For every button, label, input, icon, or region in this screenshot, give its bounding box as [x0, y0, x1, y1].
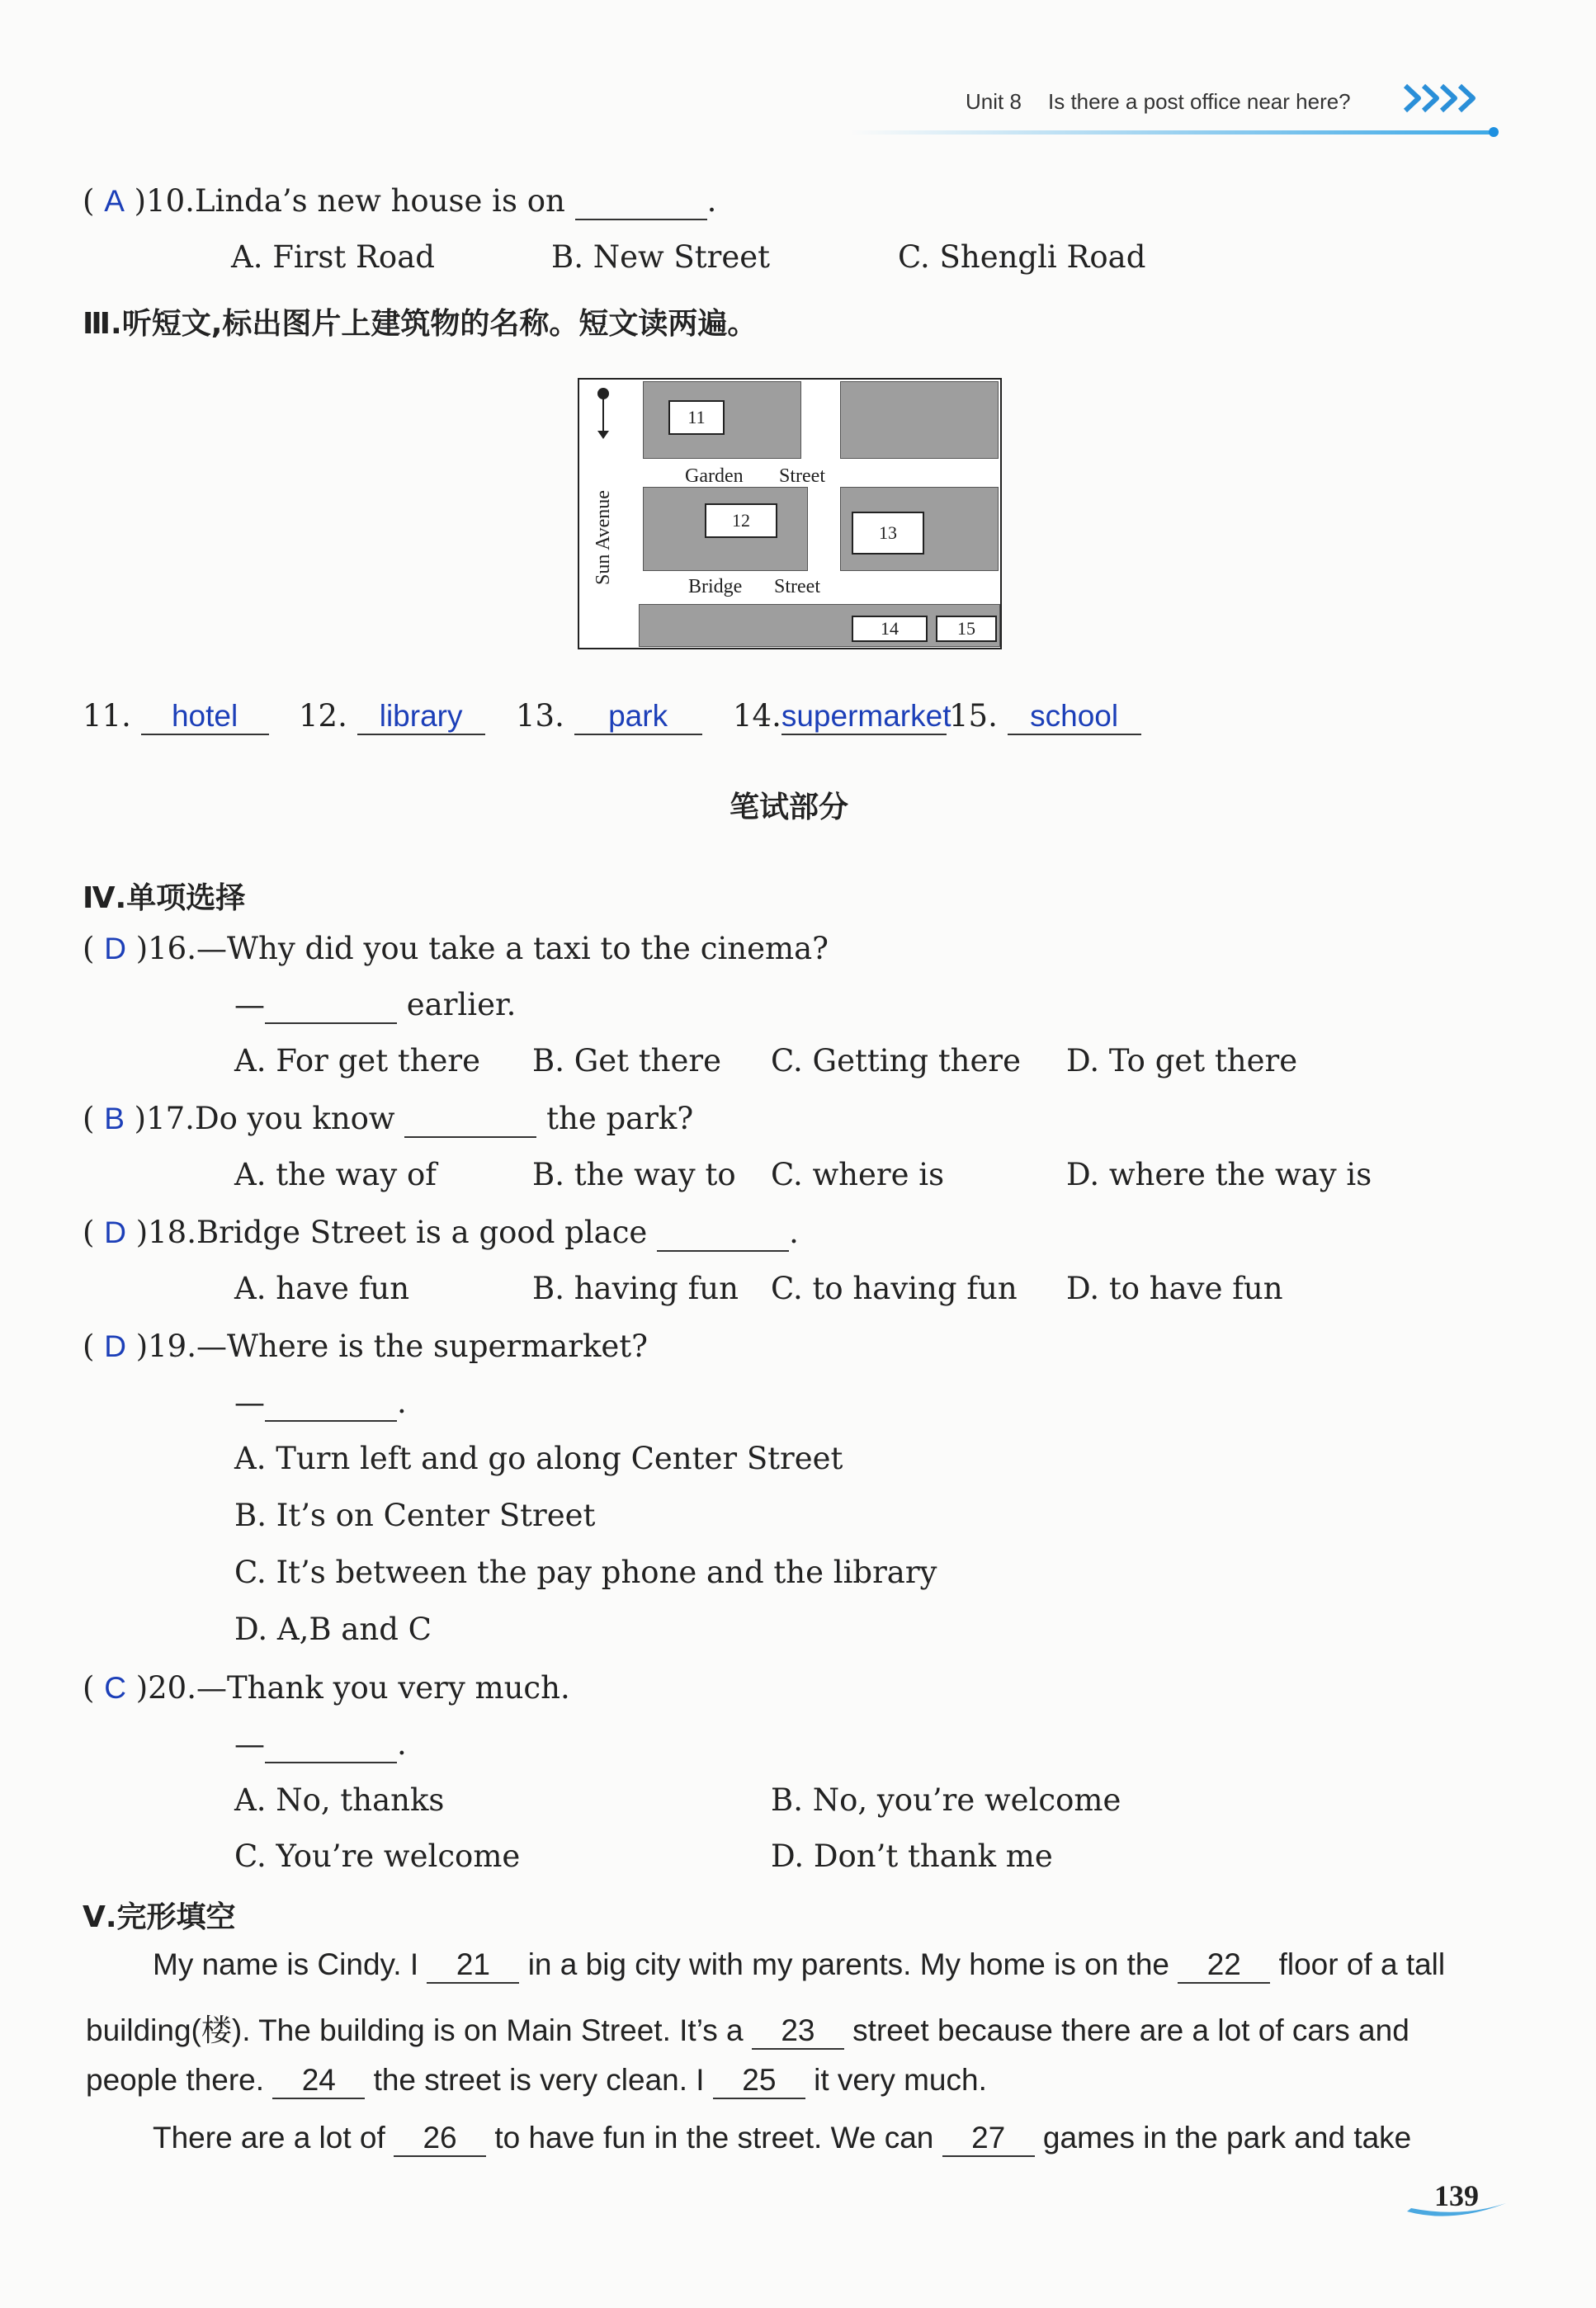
map-label-13: 13	[852, 512, 924, 555]
map-label-14: 14	[852, 616, 928, 642]
street-map	[578, 378, 1002, 649]
garden-street-label-2: Street	[779, 465, 825, 487]
header-title: Is there a post office near here?	[1048, 89, 1351, 114]
q18-option-a: A. have fun	[234, 1271, 410, 1306]
header-rule-dot	[1489, 127, 1499, 137]
q19-option-b: B. It’s on Center Street	[234, 1498, 596, 1533]
q10-option-c: C. Shengli Road	[898, 239, 1146, 275]
section-5-title: Ⅴ.完形填空	[83, 1900, 236, 1934]
q17-option-c: C. where is	[771, 1157, 945, 1192]
q20-option-a: A. No, thanks	[234, 1782, 445, 1818]
q16-line2: — earlier.	[234, 987, 517, 1022]
chevrons-icon	[1399, 78, 1498, 119]
map-label-11: 11	[668, 400, 725, 435]
answer-14: 14.supermarket	[733, 698, 951, 734]
q10-line: ( A )10.Linda’s new house is on .	[83, 183, 717, 219]
q19-option-c: C. It’s between the pay phone and the library	[234, 1555, 937, 1590]
q18-option-c: C. to having fun	[771, 1271, 1018, 1306]
q20-line2: — .	[234, 1726, 407, 1762]
q16-answer: D	[104, 932, 126, 965]
page-number: 139	[1434, 2179, 1479, 2212]
q18-answer: D	[104, 1215, 126, 1249]
q20-line: ( C )20.—Thank you very much.	[83, 1670, 570, 1706]
answer-13: 13. park	[516, 698, 702, 735]
bridge-street-label-1: Bridge	[688, 576, 743, 597]
q18-option-b: B. having fun	[532, 1271, 739, 1306]
map-label-15: 15	[936, 616, 997, 642]
q16-line: ( D )16.—Why did you take a taxi to the cinema?	[83, 931, 829, 966]
q20-option-b: B. No, you’re welcome	[771, 1782, 1121, 1818]
answer-12: 12. library	[299, 698, 485, 735]
q10-option-a: A. First Road	[231, 239, 435, 275]
q17-line: ( B )17.Do you know the park?	[83, 1101, 694, 1136]
q16-option-c: C. Getting there	[771, 1043, 1021, 1078]
q19-option-a: A. Turn left and go along Center Street	[234, 1441, 843, 1476]
pin-arrow-icon	[597, 431, 609, 439]
q17-option-a: A. the way of	[234, 1157, 437, 1192]
q19-answer: D	[104, 1329, 126, 1363]
q20-option-c: C. You’re welcome	[234, 1838, 521, 1874]
pin-line	[602, 398, 604, 434]
answer-15: 15. school	[949, 698, 1141, 735]
cloze-line-4: There are a lot of 26 to have fun in the street. We can 27 games in the park and take	[153, 2121, 1411, 2157]
q19-line: ( D )19.—Where is the supermarket?	[83, 1329, 648, 1364]
q17-option-d: D. where the way is	[1066, 1157, 1372, 1192]
cloze-line-3: people there. 24 the street is very clean. I 25 it very much.	[86, 2063, 987, 2099]
section-3-title: Ⅲ.听短文,标出图片上建筑物的名称。短文读两遍。	[83, 307, 758, 341]
cloze-line-2: building(楼). The building is on Main Street. It’s a 23 street because there are a lot of cars and	[86, 2005, 1409, 2050]
q10-answer: A	[104, 184, 125, 218]
q17-option-b: B. the way to	[532, 1157, 736, 1192]
q19-line2: — .	[234, 1385, 407, 1420]
section-4-title: Ⅳ.单项选择	[83, 881, 246, 915]
q16-option-d: D. To get there	[1066, 1043, 1298, 1078]
q18-option-d: D. to have fun	[1066, 1271, 1283, 1306]
map-label-12: 12	[705, 503, 777, 538]
header-rule	[850, 130, 1494, 135]
q17-answer: B	[104, 1102, 125, 1135]
q20-option-d: D. Don’t thank me	[771, 1838, 1053, 1874]
q16-option-b: B. Get there	[532, 1043, 721, 1078]
cloze-line-1: My name is Cindy. I 21 in a big city with my parents. My home is on the 22 floor of a tall	[153, 1947, 1445, 1984]
q19-option-d: D. A,B and C	[234, 1612, 432, 1647]
garden-street-label-1: Garden	[685, 465, 744, 487]
q10-option-b: B. New Street	[551, 239, 770, 275]
block-top-right	[840, 381, 999, 459]
header-unit: Unit 8	[966, 89, 1022, 114]
sun-avenue-label: Sun Avenue	[592, 490, 614, 585]
q18-line: ( D )18.Bridge Street is a good place .	[83, 1215, 799, 1250]
written-part-heading: 笔试部分	[730, 791, 849, 824]
bridge-street-label-2: Street	[774, 576, 820, 597]
q20-answer: C	[104, 1671, 126, 1705]
q16-option-a: A. For get there	[234, 1043, 481, 1078]
answer-11: 11. hotel	[83, 698, 269, 735]
